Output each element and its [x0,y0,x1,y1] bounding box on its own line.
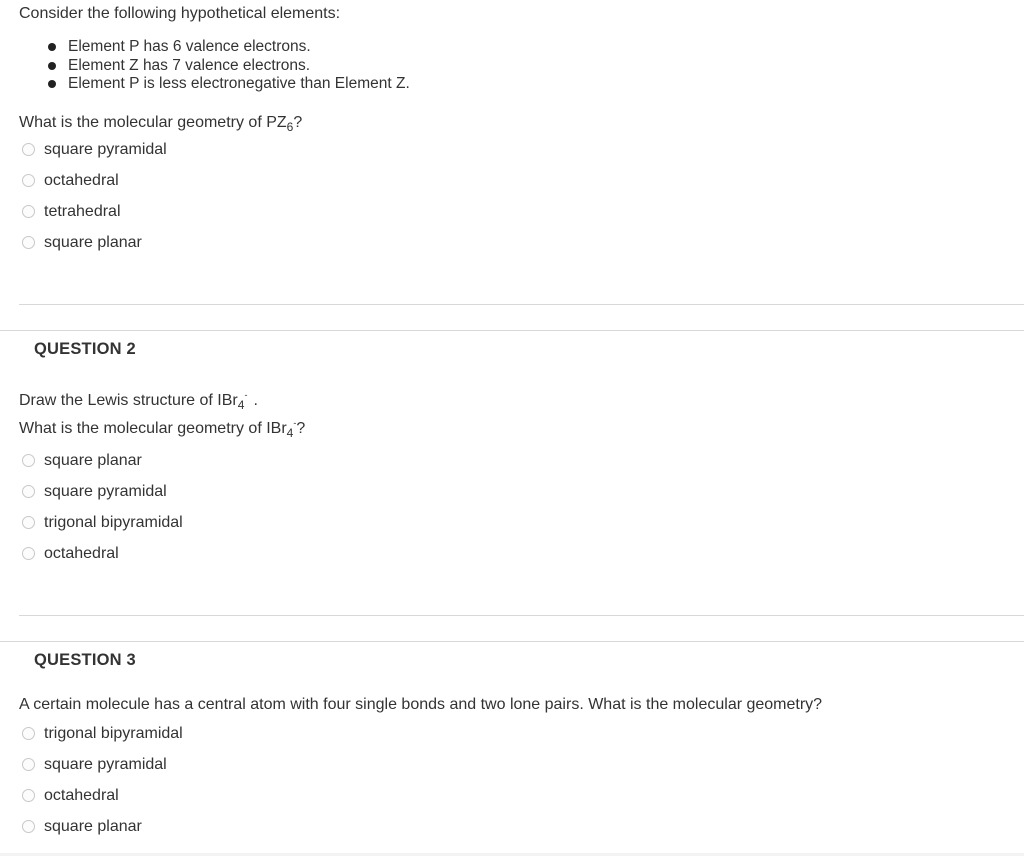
divider [19,304,1024,305]
q1-answer-option[interactable]: octahedral [22,165,167,196]
q2-header: QUESTION 2 [34,340,136,358]
q1-element-list [46,38,410,94]
bullet-dot-icon [48,43,56,51]
q1-intro: Consider the following hypothetical elements: [19,5,341,22]
q3-header: QUESTION 3 [34,651,136,669]
q1-answer-option[interactable]: tetrahedral [22,196,167,227]
q2-prompt: What is the molecular geometry of IBr$_4$-? [19,418,306,440]
q2-answer-list [22,445,183,569]
radio-button[interactable] [22,516,35,529]
radio-button[interactable] [22,789,35,802]
radio-button[interactable] [22,727,35,740]
divider [19,615,1024,616]
radio-button[interactable] [22,454,35,467]
q1-answer-option[interactable]: square pyramidal [22,134,167,165]
q1-bullet: Element P has 6 valence electrons. [46,38,410,57]
q3-answer-list [22,718,183,842]
radio-button[interactable] [22,236,35,249]
radio-button[interactable] [22,820,35,833]
question-separator [0,641,1024,642]
q3-answer-option[interactable]: square planar [22,811,183,842]
q1-prompt: What is the molecular geometry of $PZ_6$? [19,114,303,134]
q2-answer-option[interactable]: square planar [22,445,183,476]
radio-button[interactable] [22,143,35,156]
q2-answer-option[interactable]: square pyramidal [22,476,183,507]
radio-button[interactable] [22,485,35,498]
q1-bullet: Element Z has 7 valence electrons. [46,57,410,76]
radio-button[interactable] [22,205,35,218]
q2-answer-option[interactable]: trigonal bipyramidal [22,507,183,538]
q2-instruction: Draw the Lewis structure of IBr$_4$- . [19,390,258,412]
bullet-dot-icon [48,62,56,70]
radio-button[interactable] [22,174,35,187]
radio-button[interactable] [22,758,35,771]
q3-prompt: A certain molecule has a central atom with four single bonds and two lone pairs. What is the molecular geometry? [19,696,823,713]
question-separator [0,330,1024,331]
q1-answer-list [22,134,167,258]
q2-answer-option[interactable]: octahedral [22,538,183,569]
q3-answer-option[interactable]: octahedral [22,780,183,811]
radio-button[interactable] [22,547,35,560]
q3-answer-option[interactable]: square pyramidal [22,749,183,780]
q1-answer-option[interactable]: square planar [22,227,167,258]
bullet-dot-icon [48,80,56,88]
q1-bullet: Element P is less electronegative than Element Z. [46,75,410,94]
q3-answer-option[interactable]: trigonal bipyramidal [22,718,183,749]
